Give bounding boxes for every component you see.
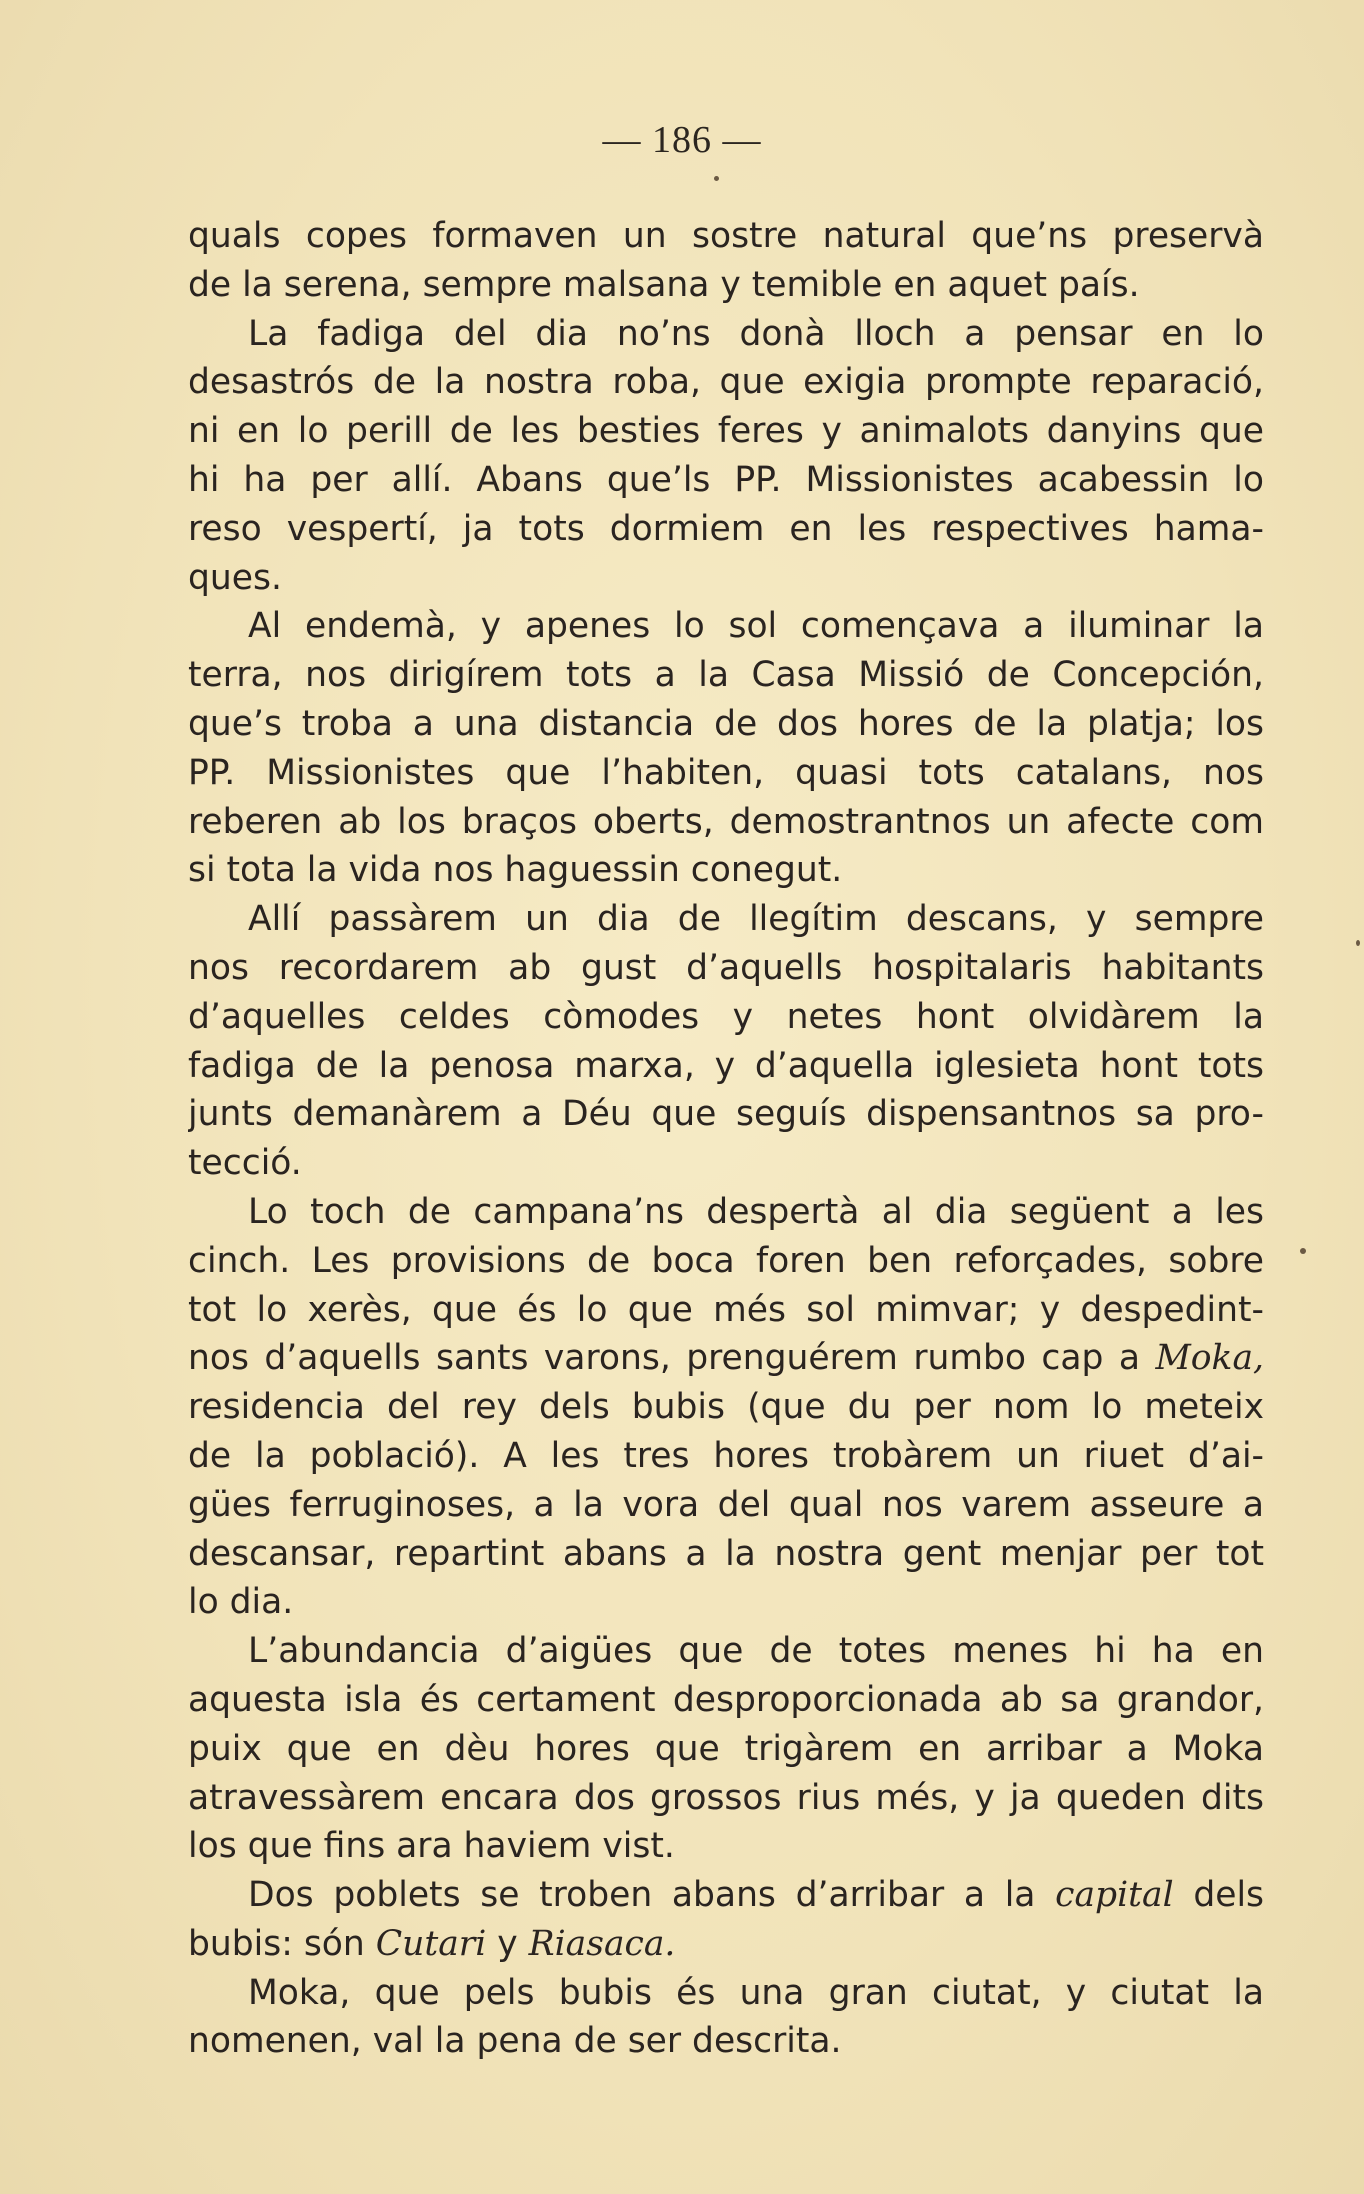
text-line: descansar, repartint abans a la nostra gent menjar per tot — [188, 1533, 1264, 1574]
paragraph — [188, 212, 1264, 310]
text-run: bubis: són — [188, 1923, 365, 1964]
text-line: que’s troba a una distancia de dos hores de la platja; los — [188, 703, 1264, 744]
italic-place-name: Cutari — [375, 1923, 487, 1964]
text-line: nos recordarem ab gust d’aquells hospitalaris habitants — [188, 947, 1264, 988]
italic-place-name: Moka, — [1155, 1338, 1264, 1379]
text-line: de la població). A les tres hores trobàrem un riuet d’ai- — [188, 1435, 1264, 1476]
page-number: — 186 — — [602, 119, 762, 161]
text-line: ni en lo perill de les besties feres y animalots danyins que — [188, 411, 1264, 452]
text-line: cinch. Les provisions de boca foren ben reforçades, sobre — [188, 1240, 1264, 1281]
text-line: ques. — [188, 557, 282, 598]
ink-speck — [714, 176, 719, 181]
text-line: d’aquelles celdes còmodes y netes hont olvidàrem la — [188, 996, 1264, 1037]
text-line: nomenen, val la pena de ser descrita. — [188, 2021, 842, 2062]
text-line: los que fins ara haviem vist. — [188, 1826, 675, 1867]
text-line: puix que en dèu hores que trigàrem en arribar a Moka — [188, 1728, 1264, 1769]
text-run: nos d’aquells sants varons, prenguérem rumbo cap a — [188, 1338, 1141, 1379]
text-line: terra, nos dirigírem tots a la Casa Missió de Concepción, — [188, 655, 1264, 696]
text-line: Lo toch de campana’ns despertà al dia següent a les — [248, 1191, 1264, 1232]
body-text — [188, 212, 1264, 2066]
text-line — [188, 1871, 1264, 1920]
text-run: y — [497, 1923, 518, 1964]
paragraph — [188, 1627, 1264, 1871]
text-line: tecció. — [188, 1143, 302, 1184]
text-line: gües ferruginoses, a la vora del qual nos varem asseure a — [188, 1484, 1264, 1525]
ink-speck — [1300, 1248, 1306, 1254]
text-line: tot lo xerès, que és lo que més sol mimvar; y despedint- — [188, 1289, 1264, 1330]
text-line: PP. Missionistes que l’habiten, quasi tots catalans, nos — [188, 752, 1264, 793]
text-line — [188, 1920, 1264, 1969]
text-line: de la serena, sempre malsana y temible en aquet país. — [188, 264, 1140, 305]
text-line: quals copes formaven un sostre natural que’ns preservà — [188, 216, 1264, 256]
text-line: lo dia. — [188, 1582, 294, 1623]
text-run: Dos poblets se troben abans d’arribar a la — [248, 1875, 1036, 1916]
text-line: desastrós de la nostra roba, que exigia prompte reparació, — [188, 362, 1264, 403]
ink-speck — [1356, 940, 1360, 946]
text-line: residencia del rey dels bubis (que du per nom lo meteix — [188, 1387, 1264, 1428]
paragraph — [188, 895, 1264, 1188]
text-line: junts demanàrem a Déu que seguís dispensantnos sa pro- — [188, 1094, 1264, 1135]
paragraph — [188, 602, 1264, 895]
paragraph — [188, 1871, 1264, 1969]
text-line: Moka, que pels bubis és una gran ciutat, y ciutat la — [248, 1972, 1264, 2013]
italic-place-name: Riasaca. — [528, 1923, 676, 1964]
paragraph — [188, 1188, 1264, 1627]
text-line: fadiga de la penosa marxa, y d’aquella iglesieta hont tots — [188, 1045, 1264, 1086]
text-line: reso vespertí, ja tots dormiem en les respectives hama- — [188, 508, 1264, 549]
text-line: hi ha per allí. Abans que’ls PP. Missionistes acabessin lo — [188, 459, 1264, 500]
text-line: L’abundancia d’aigües que de totes menes hi ha en — [248, 1631, 1264, 1672]
text-line: si tota la vida nos haguessin conegut. — [188, 850, 843, 891]
text-line — [188, 1334, 1264, 1383]
text-line: reberen ab los braços oberts, demostrantnos un afecte com — [188, 801, 1264, 842]
text-line: Allí passàrem un dia de llegítim descans, y sempre — [248, 899, 1264, 940]
text-line: Al endemà, y apenes lo sol començava a iluminar la — [248, 606, 1264, 647]
paragraph — [188, 310, 1264, 603]
text-line: atravessàrem encara dos grossos rius més, y ja queden dits — [188, 1777, 1264, 1818]
text-line: La fadiga del dia no’ns donà lloch a pensar en lo — [248, 313, 1264, 354]
text-run: dels — [1193, 1875, 1264, 1916]
italic-word: capital — [1055, 1875, 1174, 1916]
paragraph — [188, 1969, 1264, 2067]
text-line: aquesta isla és certament desproporcionada ab sa grandor, — [188, 1679, 1264, 1720]
